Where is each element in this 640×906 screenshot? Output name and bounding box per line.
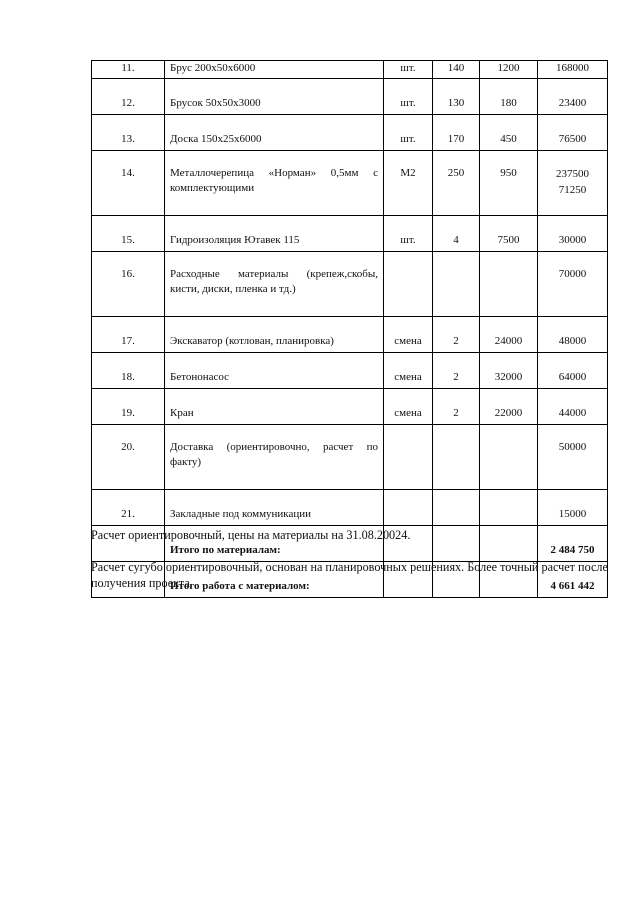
- row-number: 19.: [92, 389, 165, 425]
- row-number: 13.: [92, 115, 165, 151]
- item-qty: [433, 490, 480, 526]
- item-unit: [384, 490, 433, 526]
- item-unit: М2: [384, 151, 433, 216]
- item-name: Доска 150х25х6000: [165, 115, 384, 151]
- item-sum: 48000: [538, 317, 608, 353]
- item-sum: 44000: [538, 389, 608, 425]
- item-unit: [384, 252, 433, 317]
- note-estimate-disclaimer: Расчет сугубо ориентировочный, основан на планировочных решениях. Более точный расчет после получения проекта.: [91, 560, 608, 590]
- item-qty: 250: [433, 151, 480, 216]
- item-qty: 2: [433, 389, 480, 425]
- row-number: 20.: [92, 425, 165, 490]
- item-qty: [433, 425, 480, 490]
- row-number: 15.: [92, 216, 165, 252]
- row-number: 12.: [92, 79, 165, 115]
- note-prices-date: Расчет ориентировочный, цены на материалы на 31.08.20024.: [91, 528, 411, 542]
- item-price: [480, 252, 538, 317]
- item-price: 180: [480, 79, 538, 115]
- item-sum: 70000: [538, 252, 608, 317]
- item-price: 24000: [480, 317, 538, 353]
- table-row: [92, 61, 608, 79]
- total-materials-value: 2 484 750: [538, 526, 608, 562]
- table-row: [92, 216, 608, 252]
- item-unit: шт.: [384, 216, 433, 252]
- table-row: [92, 317, 608, 353]
- item-sum-extra: 71250: [558, 184, 587, 196]
- item-unit: шт.: [384, 79, 433, 115]
- item-name: Экскаватор (котлован, планировка): [165, 317, 384, 353]
- notes: [91, 527, 611, 607]
- item-price: 22000: [480, 389, 538, 425]
- item-qty: 140: [433, 61, 480, 79]
- item-price: [480, 425, 538, 490]
- table-row: [92, 79, 608, 115]
- row-number: 21.: [92, 490, 165, 526]
- table-row: [92, 353, 608, 389]
- item-name: Закладные под коммуникации: [165, 490, 384, 526]
- item-unit: шт.: [384, 61, 433, 79]
- row-number: 18.: [92, 353, 165, 389]
- table-row: [92, 252, 608, 317]
- item-unit: [384, 425, 433, 490]
- table-row: [92, 389, 608, 425]
- item-unit: смена: [384, 353, 433, 389]
- item-unit: шт.: [384, 115, 433, 151]
- item-qty: 2: [433, 353, 480, 389]
- estimate-table: [91, 60, 608, 598]
- item-name: Расходные материалы (крепеж,скобы, кисти, диски, пленка и тд.): [165, 252, 384, 317]
- item-sum: 168000: [538, 61, 608, 79]
- row-number: 14.: [92, 151, 165, 216]
- item-price: 950: [480, 151, 538, 216]
- item-name: Гидроизоляция Ютавек 115: [165, 216, 384, 252]
- item-name: Металлочерепица «Норман» 0,5мм с комплектующими: [165, 151, 384, 216]
- item-name: Бетононасос: [165, 353, 384, 389]
- item-name: Доставка (ориентировочно, расчет по факту): [165, 425, 384, 490]
- table-row: [92, 151, 608, 216]
- row-number: 11.: [92, 61, 165, 79]
- row-number: 16.: [92, 252, 165, 317]
- item-price: 1200: [480, 61, 538, 79]
- item-unit: смена: [384, 389, 433, 425]
- item-price: 32000: [480, 353, 538, 389]
- item-sum: 50000: [538, 425, 608, 490]
- item-unit: смена: [384, 317, 433, 353]
- total-all-label: Итого работа с материалом:: [165, 562, 384, 598]
- total-all-value: 4 661 442: [538, 562, 608, 598]
- item-sum-main: 237500: [556, 168, 589, 180]
- item-name: Брус 200х50х6000: [165, 61, 384, 79]
- item-price: 7500: [480, 216, 538, 252]
- item-sum: 30000: [538, 216, 608, 252]
- item-qty: 130: [433, 79, 480, 115]
- item-name: Брусок 50х50х3000: [165, 79, 384, 115]
- item-qty: [433, 252, 480, 317]
- item-price: 450: [480, 115, 538, 151]
- item-sum: 23400: [538, 79, 608, 115]
- item-name: Кран: [165, 389, 384, 425]
- table-row: [92, 490, 608, 526]
- item-sum: 64000: [538, 353, 608, 389]
- table-row: [92, 115, 608, 151]
- item-price: [480, 490, 538, 526]
- item-qty: 4: [433, 216, 480, 252]
- item-sum: 15000: [538, 490, 608, 526]
- item-qty: 2: [433, 317, 480, 353]
- item-qty: 170: [433, 115, 480, 151]
- item-sum: 76500: [538, 115, 608, 151]
- item-sum: [538, 151, 608, 216]
- row-number: 17.: [92, 317, 165, 353]
- table-row: [92, 425, 608, 490]
- total-materials-label: Итого по материалам:: [165, 526, 384, 562]
